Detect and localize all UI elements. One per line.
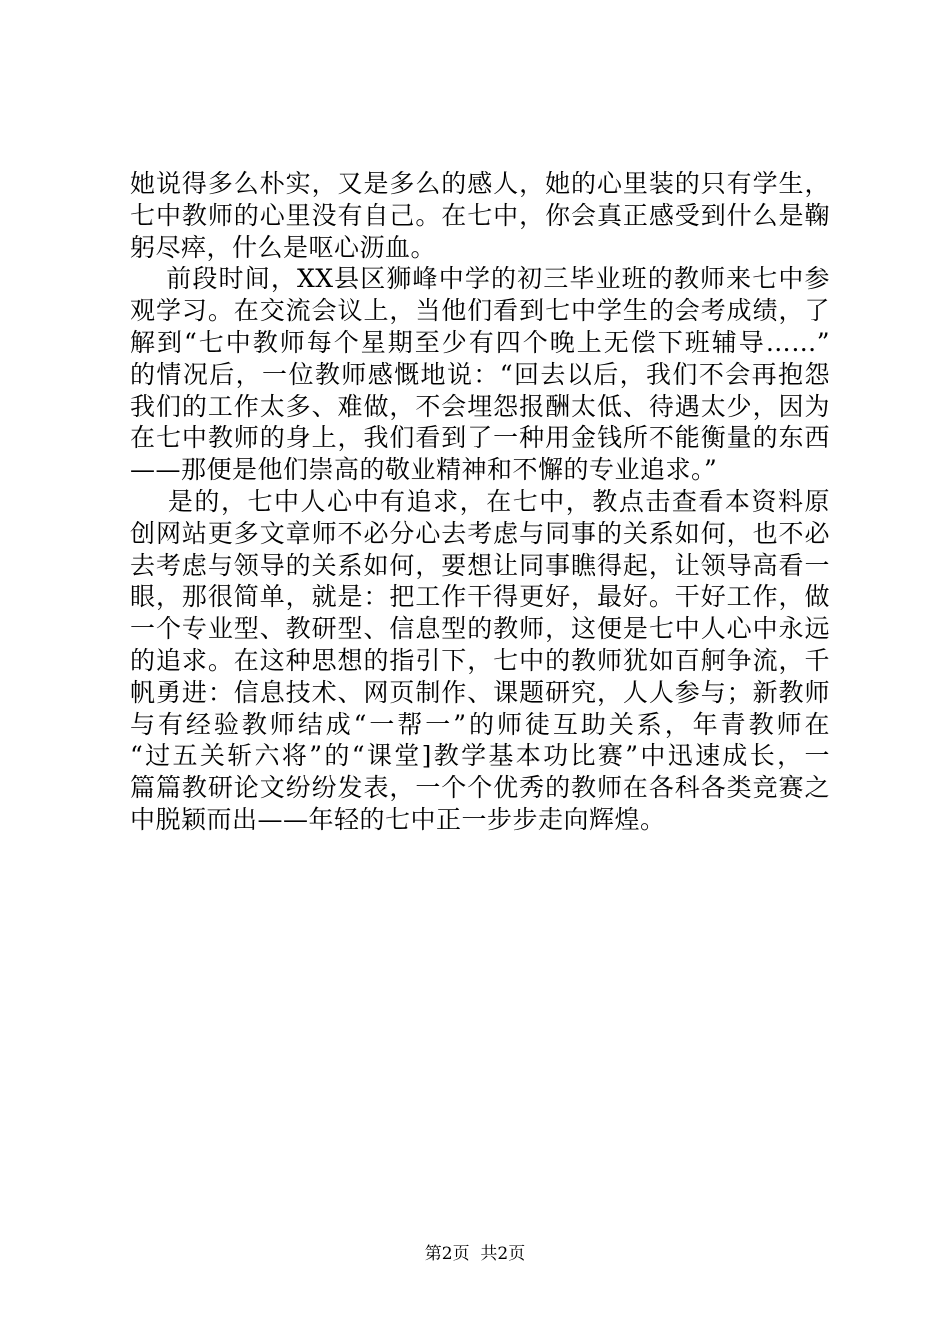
body-text xyxy=(130,168,830,836)
text-line: 创网站更多文章师不必分心去考虑与同事的关系如何，也不必 xyxy=(130,518,830,548)
text-line: 一个专业型、教研型、信息型的教师，这便是七中人心中永远 xyxy=(130,614,830,644)
paragraph xyxy=(130,263,830,486)
text-line: 是的，七中人心中有追求，在七中，教点击查看本资料原 xyxy=(130,486,830,516)
text-line: 七中教师的心里没有自己。在七中，你会真正感受到什么是鞠 xyxy=(130,200,830,230)
text-line: 眼，那很简单，就是：把工作干得更好，最好。干好工作，做 xyxy=(130,582,830,612)
text-line: 在七中教师的身上，我们看到了一种用金钱所不能衡量的东西 xyxy=(130,423,830,453)
text-line: 的情况后，一位教师感慨地说：“回去以后，我们不会再抱怨 xyxy=(130,359,830,389)
text-line: 躬尽瘁，什么是呕心沥血。 xyxy=(130,232,437,262)
paragraph xyxy=(130,168,830,263)
text-line: 解到“七中教师每个星期至少有四个晚上无偿下班辅导……” xyxy=(130,327,830,357)
text-line: “过五关斩六将”的“课堂]教学基本功比赛”中迅速成长，一 xyxy=(130,741,830,771)
text-line: 观学习。在交流会议上，当他们看到七中学生的会考成绩，了 xyxy=(130,296,830,326)
text-line: 的追求。在这种思想的指引下，七中的教师犹如百舸争流，千 xyxy=(130,645,830,675)
text-line: 中脱颖而出——年轻的七中正一步步走向辉煌。 xyxy=(130,804,666,834)
text-line: 前段时间，XX县区狮峰中学的初三毕业班的教师来七中参 xyxy=(130,264,830,294)
page-number-footer: 第2页 共2页 xyxy=(424,1244,526,1264)
text-line: 与有经验教师结成“一帮一”的师徒互助关系，年青教师在 xyxy=(130,709,830,739)
text-line: 去考虑与领导的关系如何，要想让同事瞧得起，让领导高看一 xyxy=(130,550,830,580)
text-line: 我们的工作太多、难做，不会埋怨报酬太低、待遇太少，因为 xyxy=(130,391,830,421)
text-line: ——那便是他们崇高的敬业精神和不懈的专业追求。” xyxy=(130,455,718,485)
text-line: 她说得多么朴实，又是多么的感人，她的心里装的只有学生， xyxy=(130,169,830,198)
paragraph xyxy=(130,486,830,836)
text-line: 帆勇进：信息技术、网页制作、课题研究，人人参与；新教师 xyxy=(130,677,830,707)
text-line: 篇篇教研论文纷纷发表，一个个优秀的教师在各科各类竞赛之 xyxy=(130,773,830,803)
